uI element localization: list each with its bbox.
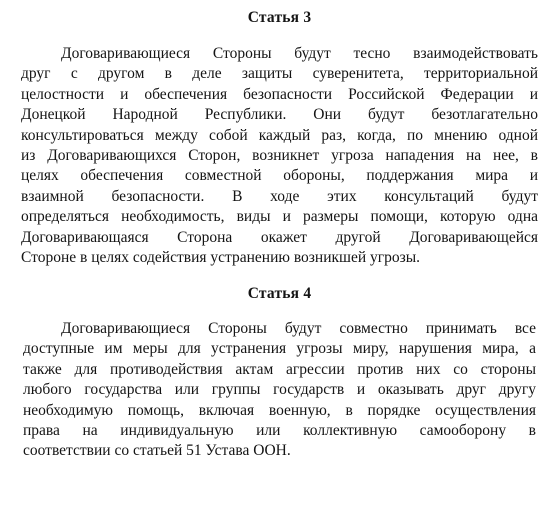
article-3-line: определяться необходимость, виды и размеры помощи, которую одна — [21, 208, 538, 226]
article-4-line: также для противодействия актам агрессии против них со стороны — [23, 360, 536, 378]
article-3-line: Договаривающаяся Сторона окажет другой Договаривающейся — [21, 228, 538, 246]
article-4-line: права на индивидуальную или коллективную самооборону в — [23, 421, 536, 439]
article-4-line: Договаривающиеся Стороны будут совместно принимать все — [61, 320, 536, 337]
article-3-paragraph — [21, 44, 538, 268]
article-3-line: из Договаривающихся Сторон, возникнет угроза нападения на нее, в — [21, 146, 538, 164]
article-4-paragraph — [23, 319, 536, 462]
article-3-line: Стороне в целях содействия устранению возникшей угрозы. — [21, 248, 421, 266]
article-4-line: доступные им меры для устранения угрозы миру, нарушения мира, а — [23, 340, 536, 358]
article-3-heading: Статья 3 — [247, 9, 312, 26]
article-3-line: целостности и обеспечения безопасности Российской Федерации и — [21, 85, 538, 103]
article-4-line: необходимую помощь, включая военную, в порядке осуществления — [23, 401, 536, 419]
article-4-heading: Статья 4 — [247, 285, 312, 302]
article-4-line: любого государства или группы государств и оказывать друг другу — [23, 381, 536, 399]
article-3-line: Донецкой Народной Республики. Они будут безотлагательно — [21, 106, 538, 124]
article-3-line: целях обеспечения совместной обороны, поддержания мира и — [21, 167, 538, 185]
article-3-line: друг с другом в деле защиты суверенитета, территориальной — [21, 65, 538, 83]
article-4-line: соответствии со статьей 51 Устава ООН. — [23, 442, 291, 460]
article-3-line: взаимной безопасности. В ходе этих консультаций будут — [21, 187, 538, 205]
article-3-line: консультироваться между собой каждый раз, когда, по мнению одной — [21, 126, 538, 144]
article-3-line: Договаривающиеся Стороны будут тесно взаимодействовать — [61, 45, 538, 62]
